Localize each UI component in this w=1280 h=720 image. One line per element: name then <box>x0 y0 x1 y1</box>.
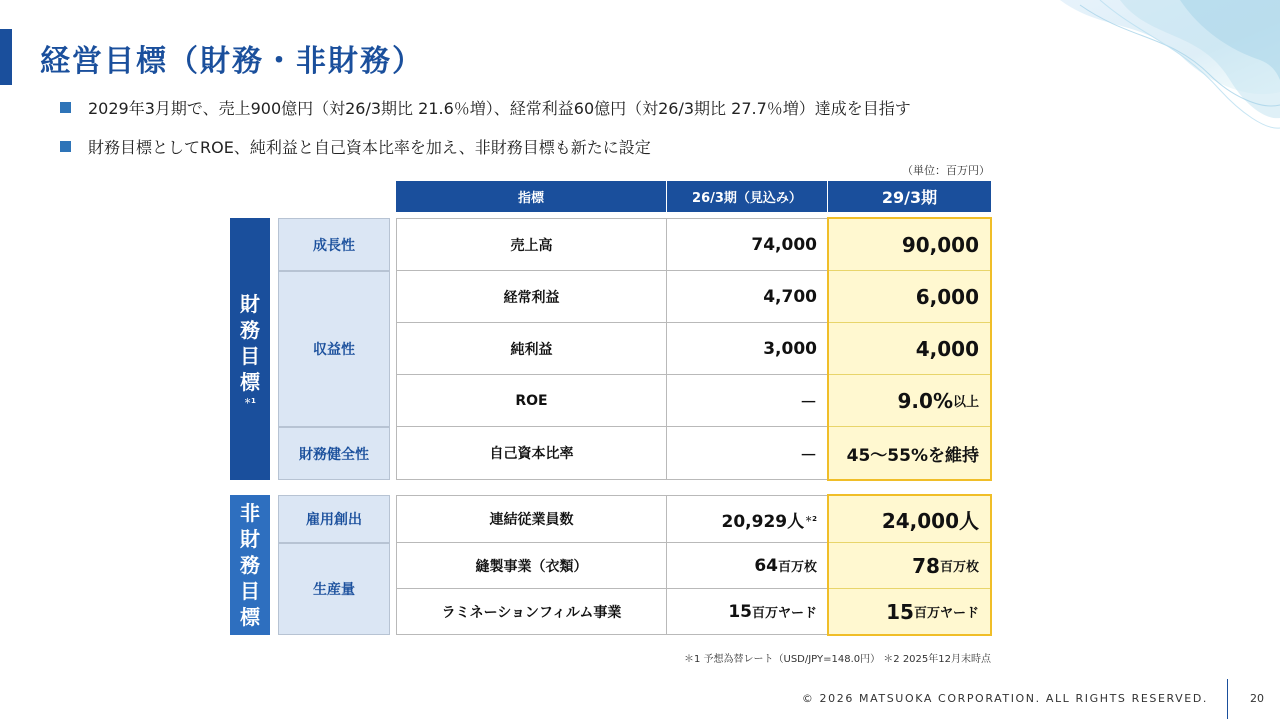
footnote: ＊1 予想為替レート（USD/JPY=148.0円） ＊2 2025年12月末時点 <box>683 654 991 665</box>
indicator-cell: 売上高 <box>396 218 667 271</box>
header-indicator: 指標 <box>396 181 666 212</box>
target-suffix: 以上 <box>952 395 979 410</box>
current-value-cell <box>666 542 828 589</box>
financial-goals-note: ＊1 <box>244 397 256 406</box>
target-value: 9.0% <box>897 388 953 413</box>
indicator-cell: 自己資本比率 <box>396 426 667 480</box>
header-target-period: 29/3期 <box>828 181 991 212</box>
current-value-cell: － <box>666 374 828 427</box>
category-financial-soundness: 財務健全性 <box>278 427 390 480</box>
target-value-cell <box>827 588 991 635</box>
current-value-cell: － <box>666 426 828 480</box>
indicator-cell: 連結従業員数 <box>396 495 667 543</box>
vertical-char: 非 <box>240 501 260 525</box>
indicator-cell: ROE <box>396 374 667 427</box>
title-accent-bar <box>0 29 12 85</box>
target-value-cell: 4,000 <box>827 322 991 375</box>
bullet-text: 2029年3月期で、売上900億円（対26/3期比 21.6％増）、経常利益60億円（対26/3期比 27.7％増）達成を目指す <box>88 99 911 118</box>
category-production-volume: 生産量 <box>278 543 390 635</box>
current-unit: 百万枚 <box>777 560 817 575</box>
target-value-cell: 90,000 <box>827 218 991 271</box>
financial-goals-label <box>230 218 270 480</box>
vertical-char: 務 <box>240 318 260 343</box>
page-number: 20 <box>1250 692 1264 705</box>
indicator-cell: 純利益 <box>396 322 667 375</box>
category-profitability: 収益性 <box>278 271 390 427</box>
unit-note: （単位：百万円） <box>902 164 990 177</box>
current-value-cell: 74,000 <box>666 218 828 271</box>
page-number-divider <box>1227 679 1228 719</box>
target-value: 15 <box>886 599 914 624</box>
current-value-cell: 4,700 <box>666 270 828 323</box>
target-unit: 百万ヤード <box>913 606 979 621</box>
category-job-creation: 雇用創出 <box>278 495 390 543</box>
target-value-cell <box>827 542 991 589</box>
page-title: 経営目標（財務・非財務） <box>40 44 424 79</box>
current-value-cell: 3,000 <box>666 322 828 375</box>
decorative-wave-graphic <box>1060 0 1280 150</box>
current-value: 64 <box>754 555 778 576</box>
current-value-cell <box>666 588 828 635</box>
bullet-square-icon <box>60 102 71 113</box>
indicator-cell: ラミネーションフィルム事業 <box>396 588 667 635</box>
bullet-point <box>60 135 651 158</box>
target-value-cell: 6,000 <box>827 270 991 323</box>
current-value: 15 <box>728 601 752 622</box>
target-value-cell: 45～55%を維持 <box>827 426 991 480</box>
current-unit: 百万ヤード <box>751 606 817 621</box>
copyright: © 2026 MATSUOKA CORPORATION. ALL RIGHTS RESERVED. <box>801 692 1208 705</box>
target-value-cell: 24,000人 <box>827 495 991 543</box>
target-value-cell <box>827 374 991 427</box>
vertical-char: 務 <box>240 553 260 577</box>
current-value: 20,929人 <box>721 511 805 532</box>
vertical-char: 財 <box>240 527 260 551</box>
vertical-char: 標 <box>240 370 260 395</box>
indicator-cell: 経常利益 <box>396 270 667 323</box>
non-financial-goals-label <box>230 495 270 635</box>
current-value-note: ＊2 <box>805 515 817 523</box>
current-value-cell <box>666 495 828 543</box>
bullet-square-icon <box>60 141 71 152</box>
vertical-char: 目 <box>240 344 260 369</box>
header-current-period: 26/3期（見込み） <box>667 181 827 212</box>
vertical-char: 目 <box>240 579 260 603</box>
bullet-text: 財務目標としてROE、純利益と自己資本比率を加え、非財務目標も新たに設定 <box>88 138 651 157</box>
indicator-cell: 縫製事業（衣類） <box>396 542 667 589</box>
vertical-char: 標 <box>240 605 260 629</box>
target-unit: 百万枚 <box>939 560 979 575</box>
category-growth: 成長性 <box>278 218 390 271</box>
target-value: 78 <box>912 553 940 578</box>
bullet-point <box>60 96 911 119</box>
vertical-char: 財 <box>240 292 260 317</box>
